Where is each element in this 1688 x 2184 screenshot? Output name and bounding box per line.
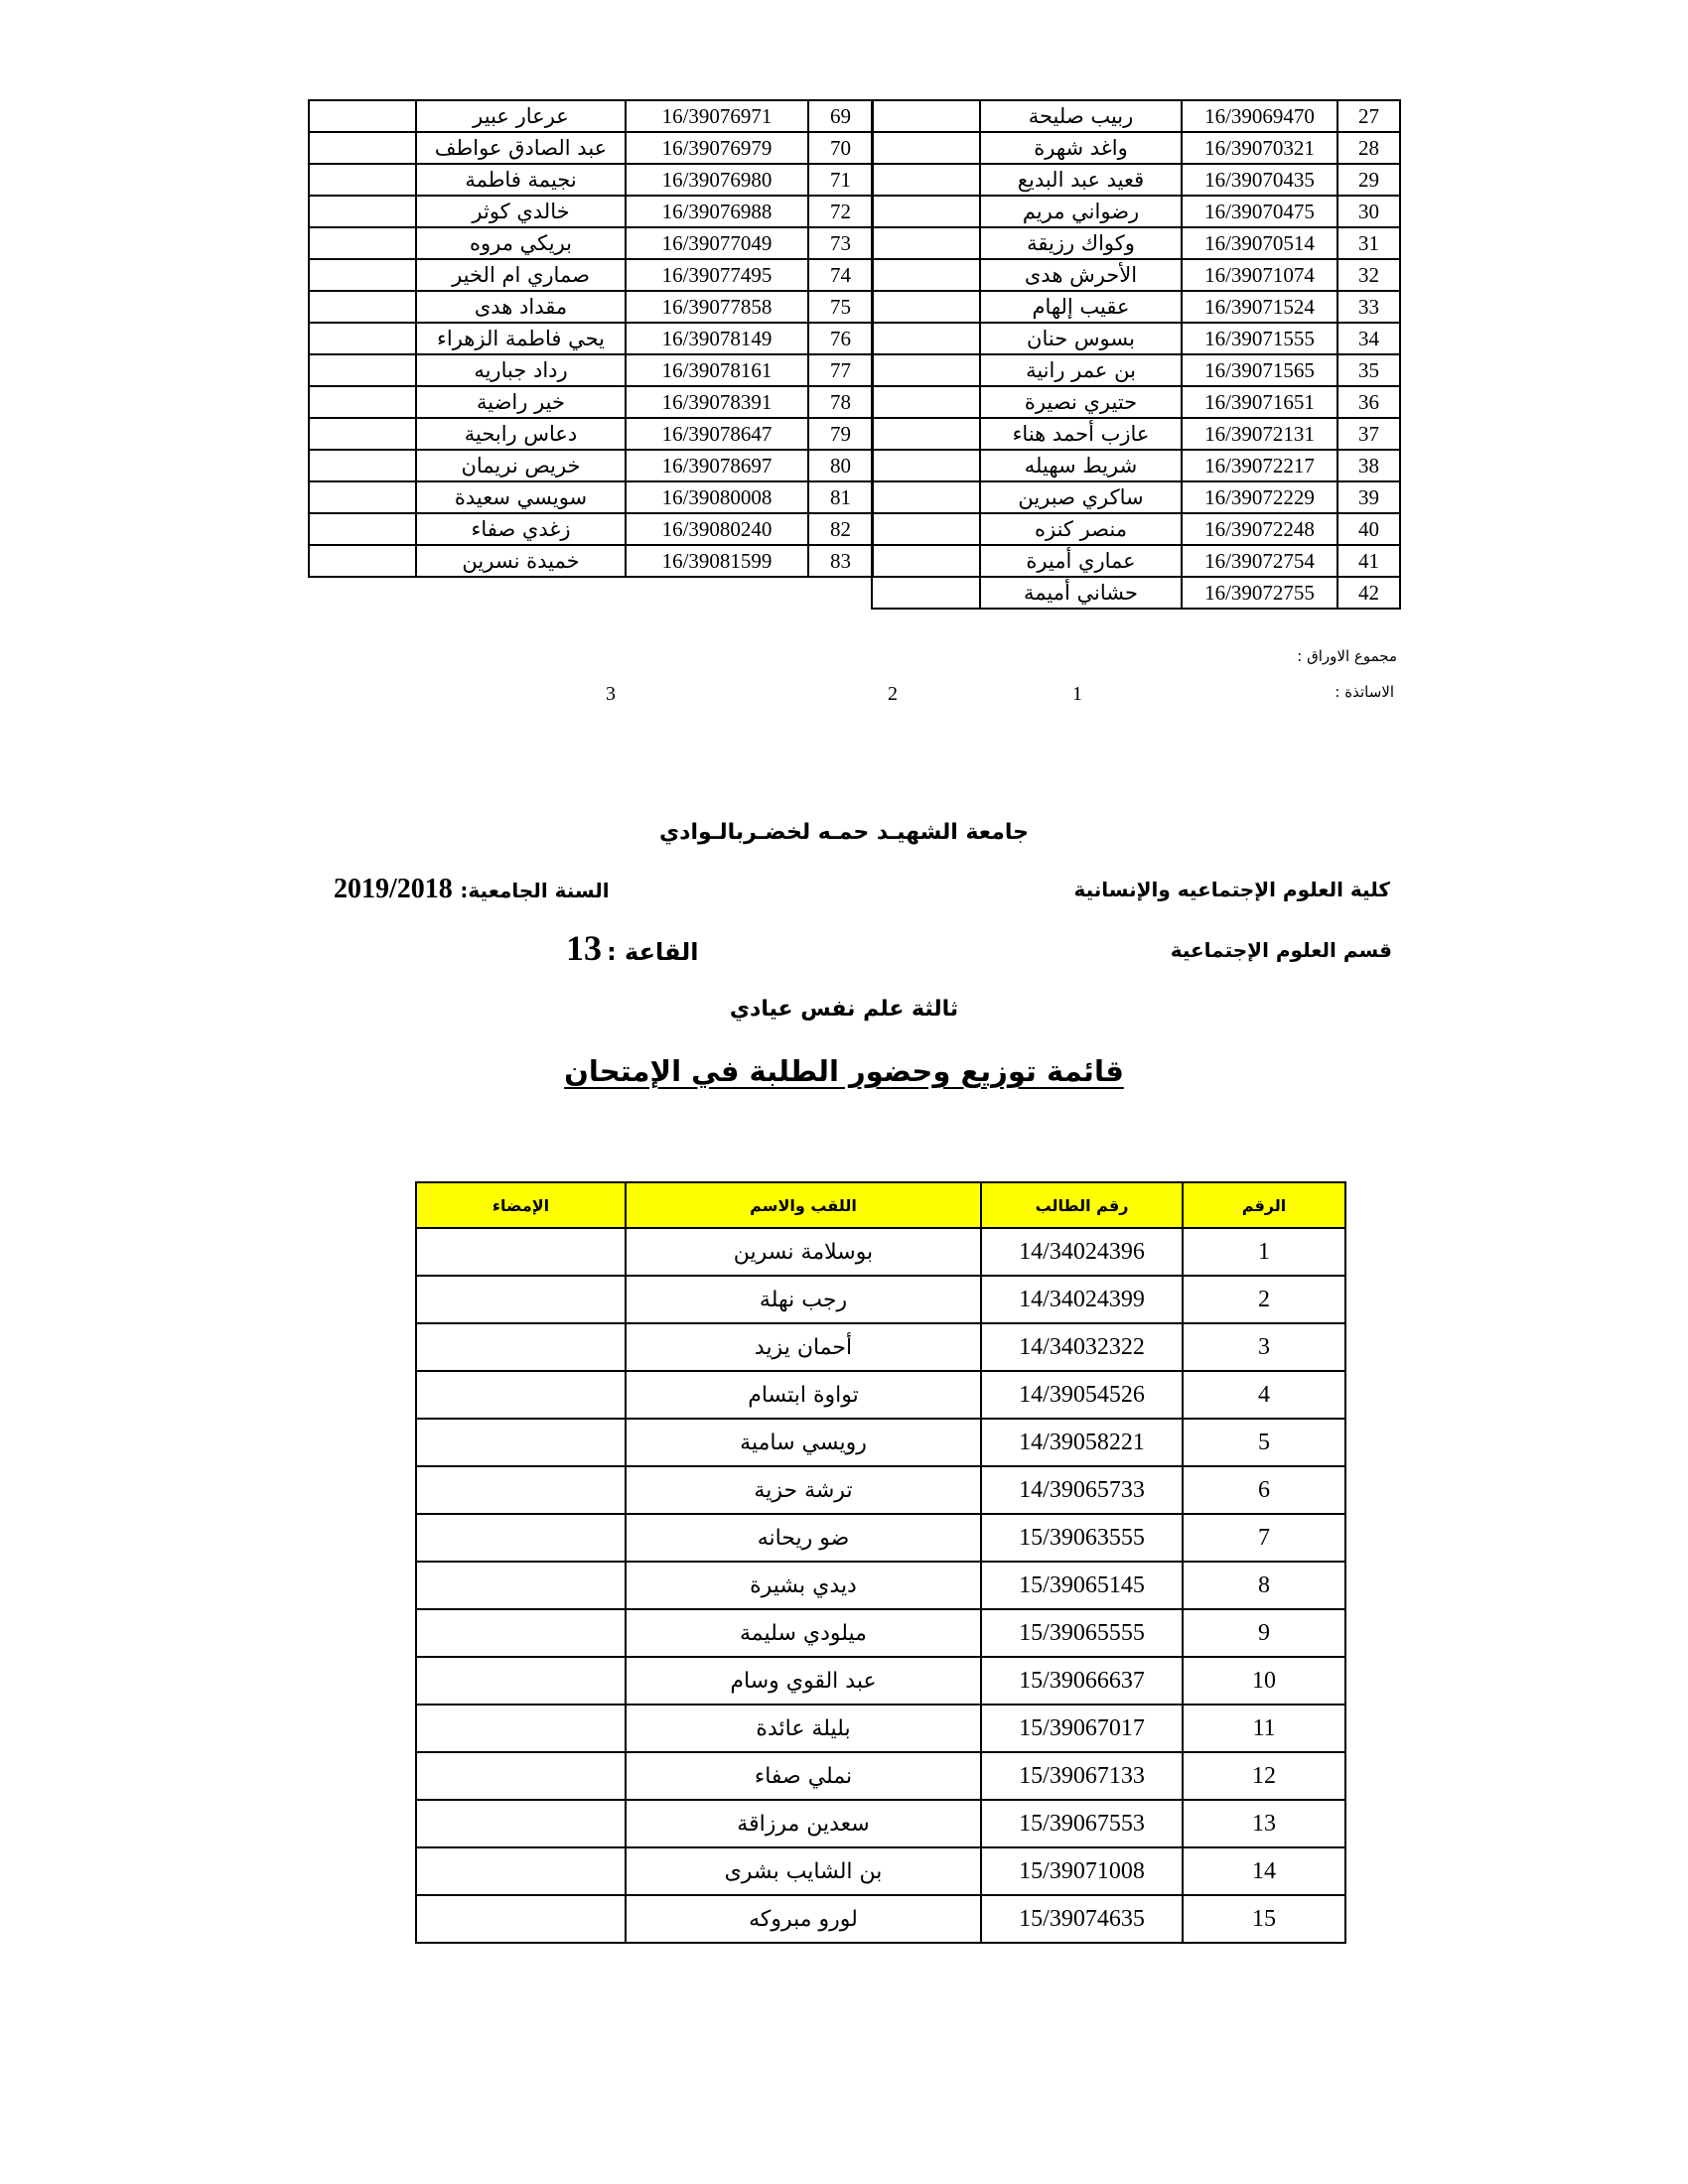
student-name: نملي صفاء [626, 1752, 981, 1800]
student-name: حشاني أميمة [980, 577, 1182, 609]
student-name: ترشة حزية [626, 1466, 981, 1514]
signature-cell [416, 1800, 626, 1847]
hall-label: القاعة : [607, 938, 699, 966]
row-number: 41 [1337, 545, 1400, 577]
row-number: 75 [808, 291, 873, 323]
signature-cell [872, 164, 980, 196]
table-row [872, 323, 1400, 354]
student-id: 16/39069470 [1182, 100, 1337, 132]
table-header-row [416, 1182, 1345, 1228]
signature-cell [416, 1419, 626, 1466]
student-name: أحمان يزيد [626, 1323, 981, 1371]
table-row [309, 291, 873, 323]
table-row [416, 1847, 1345, 1895]
student-name: يحي فاطمة الزهراء [416, 323, 626, 354]
student-id: 16/39076979 [626, 132, 808, 164]
student-name: رداد جباريه [416, 354, 626, 386]
row-number: 73 [808, 227, 873, 259]
signature-cell [309, 354, 416, 386]
signature-cell [416, 1752, 626, 1800]
row-number: 77 [808, 354, 873, 386]
signature-cell [872, 132, 980, 164]
student-name: عقيب إلهام [980, 291, 1182, 323]
table-row [872, 227, 1400, 259]
student-name: سويسي سعيدة [416, 481, 626, 513]
continuation-table-right [871, 99, 1401, 610]
student-id: 16/39072248 [1182, 513, 1337, 545]
signature-cell [872, 259, 980, 291]
table-row [872, 513, 1400, 545]
signature-cell [416, 1323, 626, 1371]
table-row [309, 418, 873, 450]
table-row [309, 259, 873, 291]
student-name: لورو مبروكه [626, 1895, 981, 1943]
table-row [872, 450, 1400, 481]
table-row [416, 1419, 1345, 1466]
signature-cell [872, 545, 980, 577]
row-number: 13 [1183, 1800, 1345, 1847]
row-number: 5 [1183, 1419, 1345, 1466]
signature-cell [309, 164, 416, 196]
student-name: خريص نريمان [416, 450, 626, 481]
student-name: بريكي مروه [416, 227, 626, 259]
hall-number: 13 [566, 928, 602, 968]
table-row [416, 1752, 1345, 1800]
row-number: 15 [1183, 1895, 1345, 1943]
signature-cell [872, 354, 980, 386]
table-row [872, 577, 1400, 609]
table-row [416, 1228, 1345, 1276]
table-row [416, 1657, 1345, 1705]
table-row [309, 164, 873, 196]
row-number: 27 [1337, 100, 1400, 132]
student-id: 15/39063555 [981, 1514, 1183, 1562]
signature-cell [309, 196, 416, 227]
student-id: 15/39065555 [981, 1609, 1183, 1657]
row-number: 11 [1183, 1705, 1345, 1752]
faculty-name: كلية العلوم الإجتماعيه والإنسانية [1073, 878, 1390, 901]
signature-cell [416, 1895, 626, 1943]
table-row [416, 1562, 1345, 1609]
table-row [309, 513, 873, 545]
student-name: واغد شهرة [980, 132, 1182, 164]
student-name: نجيمة فاطمة [416, 164, 626, 196]
student-name: بسوس حنان [980, 323, 1182, 354]
signature-cell [309, 386, 416, 418]
signature-cell [872, 450, 980, 481]
student-id: 16/39078391 [626, 386, 808, 418]
attendance-table [415, 1181, 1346, 1944]
signature-cell [416, 1466, 626, 1514]
student-id: 16/39081599 [626, 545, 808, 577]
row-number: 40 [1337, 513, 1400, 545]
row-number: 33 [1337, 291, 1400, 323]
student-id: 16/39072229 [1182, 481, 1337, 513]
signature-cell [872, 577, 980, 609]
student-name: عبد القوي وسام [626, 1657, 981, 1705]
student-id: 16/39071074 [1182, 259, 1337, 291]
academic-year [334, 874, 610, 905]
signature-cell [309, 545, 416, 577]
student-id: 16/39080008 [626, 481, 808, 513]
table-row [872, 354, 1400, 386]
row-number: 3 [1183, 1323, 1345, 1371]
student-id: 14/39058221 [981, 1419, 1183, 1466]
table-row [309, 386, 873, 418]
student-name: بن الشايب بشرى [626, 1847, 981, 1895]
row-number: 39 [1337, 481, 1400, 513]
student-id: 14/34024396 [981, 1228, 1183, 1276]
student-name: ضو ريحانه [626, 1514, 981, 1562]
signature-cell [872, 513, 980, 545]
student-name: بوسلامة نسرين [626, 1228, 981, 1276]
student-name: حتيري نصيرة [980, 386, 1182, 418]
row-number: 8 [1183, 1562, 1345, 1609]
table-row [416, 1800, 1345, 1847]
row-number: 72 [808, 196, 873, 227]
row-number: 14 [1183, 1847, 1345, 1895]
signature-cell [309, 323, 416, 354]
signature-cell [309, 450, 416, 481]
row-number: 35 [1337, 354, 1400, 386]
signature-cell [872, 227, 980, 259]
row-number: 78 [808, 386, 873, 418]
student-name: بن عمر رانية [980, 354, 1182, 386]
student-name: بليلة عائدة [626, 1705, 981, 1752]
row-number: 69 [808, 100, 873, 132]
table-row [416, 1323, 1345, 1371]
table-row [872, 164, 1400, 196]
table-row [416, 1466, 1345, 1514]
table-row [416, 1705, 1345, 1752]
student-id: 16/39070514 [1182, 227, 1337, 259]
signature-cell [309, 100, 416, 132]
student-id: 16/39071524 [1182, 291, 1337, 323]
student-id: 16/39071651 [1182, 386, 1337, 418]
signature-cell [872, 386, 980, 418]
row-number: 32 [1337, 259, 1400, 291]
row-number: 12 [1183, 1752, 1345, 1800]
student-id: 16/39078161 [626, 354, 808, 386]
teachers-label: الاساتذة : [1335, 683, 1394, 701]
student-id: 16/39078149 [626, 323, 808, 354]
student-id: 16/39070475 [1182, 196, 1337, 227]
signature-cell [872, 481, 980, 513]
teacher-1: 1 [1072, 683, 1082, 705]
table-row [872, 291, 1400, 323]
continuation-table-left [308, 99, 874, 578]
signature-cell [872, 418, 980, 450]
student-id: 16/39072217 [1182, 450, 1337, 481]
academic-year-value: 2019/2018 [334, 874, 453, 904]
row-number: 30 [1337, 196, 1400, 227]
table-row [872, 481, 1400, 513]
header-number: الرقم [1183, 1182, 1345, 1228]
total-papers-label: مجموع الاوراق : [1297, 647, 1397, 665]
table-row [309, 100, 873, 132]
university-name: جامعة الشهيـد حمـه لخضـربالـوادي [659, 820, 1029, 845]
student-id: 16/39070321 [1182, 132, 1337, 164]
signature-cell [416, 1562, 626, 1609]
student-id: 16/39072755 [1182, 577, 1337, 609]
study-level: ثالثة علم نفس عيادي [729, 997, 959, 1022]
table-row [872, 100, 1400, 132]
row-number: 81 [808, 481, 873, 513]
student-id: 14/34032322 [981, 1323, 1183, 1371]
student-name: عبد الصادق عواطف [416, 132, 626, 164]
signature-cell [872, 100, 980, 132]
row-number: 2 [1183, 1276, 1345, 1323]
header-name: اللقب والاسم [626, 1182, 981, 1228]
student-name: رضواني مريم [980, 196, 1182, 227]
student-name: الأحرش هدى [980, 259, 1182, 291]
signature-cell [872, 196, 980, 227]
student-name: عماري أميرة [980, 545, 1182, 577]
row-number: 28 [1337, 132, 1400, 164]
student-id: 15/39067553 [981, 1800, 1183, 1847]
signature-cell [872, 323, 980, 354]
table-row [872, 132, 1400, 164]
row-number: 80 [808, 450, 873, 481]
student-id: 15/39067133 [981, 1752, 1183, 1800]
table-row [309, 196, 873, 227]
student-name: وكواك رزيقة [980, 227, 1182, 259]
student-id: 15/39067017 [981, 1705, 1183, 1752]
student-id: 16/39076988 [626, 196, 808, 227]
student-id: 16/39078647 [626, 418, 808, 450]
student-name: خميدة نسرين [416, 545, 626, 577]
student-name: صماري ام الخير [416, 259, 626, 291]
row-number: 38 [1337, 450, 1400, 481]
row-number: 34 [1337, 323, 1400, 354]
signature-cell [416, 1847, 626, 1895]
header-student-id: رقم الطالب [981, 1182, 1183, 1228]
table-row [416, 1514, 1345, 1562]
student-name: رويسي سامية [626, 1419, 981, 1466]
student-id: 16/39077858 [626, 291, 808, 323]
student-id: 16/39071565 [1182, 354, 1337, 386]
student-name: ميلودي سليمة [626, 1609, 981, 1657]
signature-cell [872, 291, 980, 323]
student-name: ديدي بشيرة [626, 1562, 981, 1609]
student-name: دعاس رابحية [416, 418, 626, 450]
academic-year-label: السنة الجامعية: [460, 879, 610, 902]
table-row [872, 386, 1400, 418]
student-id: 16/39076971 [626, 100, 808, 132]
row-number: 6 [1183, 1466, 1345, 1514]
table-row [309, 545, 873, 577]
signature-cell [309, 132, 416, 164]
row-number: 70 [808, 132, 873, 164]
row-number: 31 [1337, 227, 1400, 259]
student-name: شريط سهيله [980, 450, 1182, 481]
student-id: 15/39066637 [981, 1657, 1183, 1705]
table-row [416, 1276, 1345, 1323]
student-name: عرعار عبير [416, 100, 626, 132]
student-name: سعدين مرزاقة [626, 1800, 981, 1847]
student-id: 14/39065733 [981, 1466, 1183, 1514]
student-name: ربيب صليحة [980, 100, 1182, 132]
row-number: 10 [1183, 1657, 1345, 1705]
row-number: 76 [808, 323, 873, 354]
table-row [309, 227, 873, 259]
student-id: 16/39072754 [1182, 545, 1337, 577]
signature-cell [416, 1228, 626, 1276]
student-name: منصر كنزه [980, 513, 1182, 545]
signature-cell [309, 481, 416, 513]
signature-cell [416, 1609, 626, 1657]
student-id: 14/34024399 [981, 1276, 1183, 1323]
signature-cell [416, 1514, 626, 1562]
row-number: 42 [1337, 577, 1400, 609]
signature-cell [309, 291, 416, 323]
hall [566, 927, 699, 969]
student-name: قعيد عبد البديع [980, 164, 1182, 196]
row-number: 71 [808, 164, 873, 196]
table-row [872, 196, 1400, 227]
student-id: 16/39080240 [626, 513, 808, 545]
header-signature: الإمضاء [416, 1182, 626, 1228]
student-name: ساكري صبرين [980, 481, 1182, 513]
signature-cell [309, 259, 416, 291]
student-name: رجب نهلة [626, 1276, 981, 1323]
table-row [416, 1371, 1345, 1419]
signature-cell [309, 418, 416, 450]
page-title: قائمة توزيع وحضور الطلبة في الإمتحان [564, 1054, 1124, 1088]
table-row [416, 1609, 1345, 1657]
student-id: 15/39074635 [981, 1895, 1183, 1943]
student-name: خير راضية [416, 386, 626, 418]
department-name: قسم العلوم الإجتماعية [1170, 938, 1392, 962]
signature-cell [416, 1657, 626, 1705]
row-number: 4 [1183, 1371, 1345, 1419]
signature-cell [309, 513, 416, 545]
table-row [309, 354, 873, 386]
row-number: 9 [1183, 1609, 1345, 1657]
student-name: خالدي كوثر [416, 196, 626, 227]
table-row [309, 450, 873, 481]
student-id: 15/39065145 [981, 1562, 1183, 1609]
student-id: 14/39054526 [981, 1371, 1183, 1419]
student-name: مقداد هدى [416, 291, 626, 323]
teacher-2: 2 [888, 683, 898, 705]
table-row [872, 545, 1400, 577]
row-number: 74 [808, 259, 873, 291]
row-number: 36 [1337, 386, 1400, 418]
signature-cell [416, 1371, 626, 1419]
student-id: 15/39071008 [981, 1847, 1183, 1895]
student-id: 16/39071555 [1182, 323, 1337, 354]
signature-cell [309, 227, 416, 259]
table-row [872, 259, 1400, 291]
row-number: 37 [1337, 418, 1400, 450]
table-row [309, 323, 873, 354]
table-row [872, 418, 1400, 450]
signature-cell [416, 1276, 626, 1323]
student-id: 16/39070435 [1182, 164, 1337, 196]
student-name: تواوة ابتسام [626, 1371, 981, 1419]
row-number: 1 [1183, 1228, 1345, 1276]
row-number: 83 [808, 545, 873, 577]
teacher-3: 3 [606, 683, 616, 705]
row-number: 79 [808, 418, 873, 450]
signature-cell [416, 1705, 626, 1752]
row-number: 29 [1337, 164, 1400, 196]
student-name: عازب أحمد هناء [980, 418, 1182, 450]
student-id: 16/39077495 [626, 259, 808, 291]
table-row [416, 1895, 1345, 1943]
row-number: 82 [808, 513, 873, 545]
student-id: 16/39072131 [1182, 418, 1337, 450]
table-row [309, 132, 873, 164]
student-name: زغدي صفاء [416, 513, 626, 545]
table-row [309, 481, 873, 513]
row-number: 7 [1183, 1514, 1345, 1562]
student-id: 16/39078697 [626, 450, 808, 481]
student-id: 16/39076980 [626, 164, 808, 196]
student-id: 16/39077049 [626, 227, 808, 259]
